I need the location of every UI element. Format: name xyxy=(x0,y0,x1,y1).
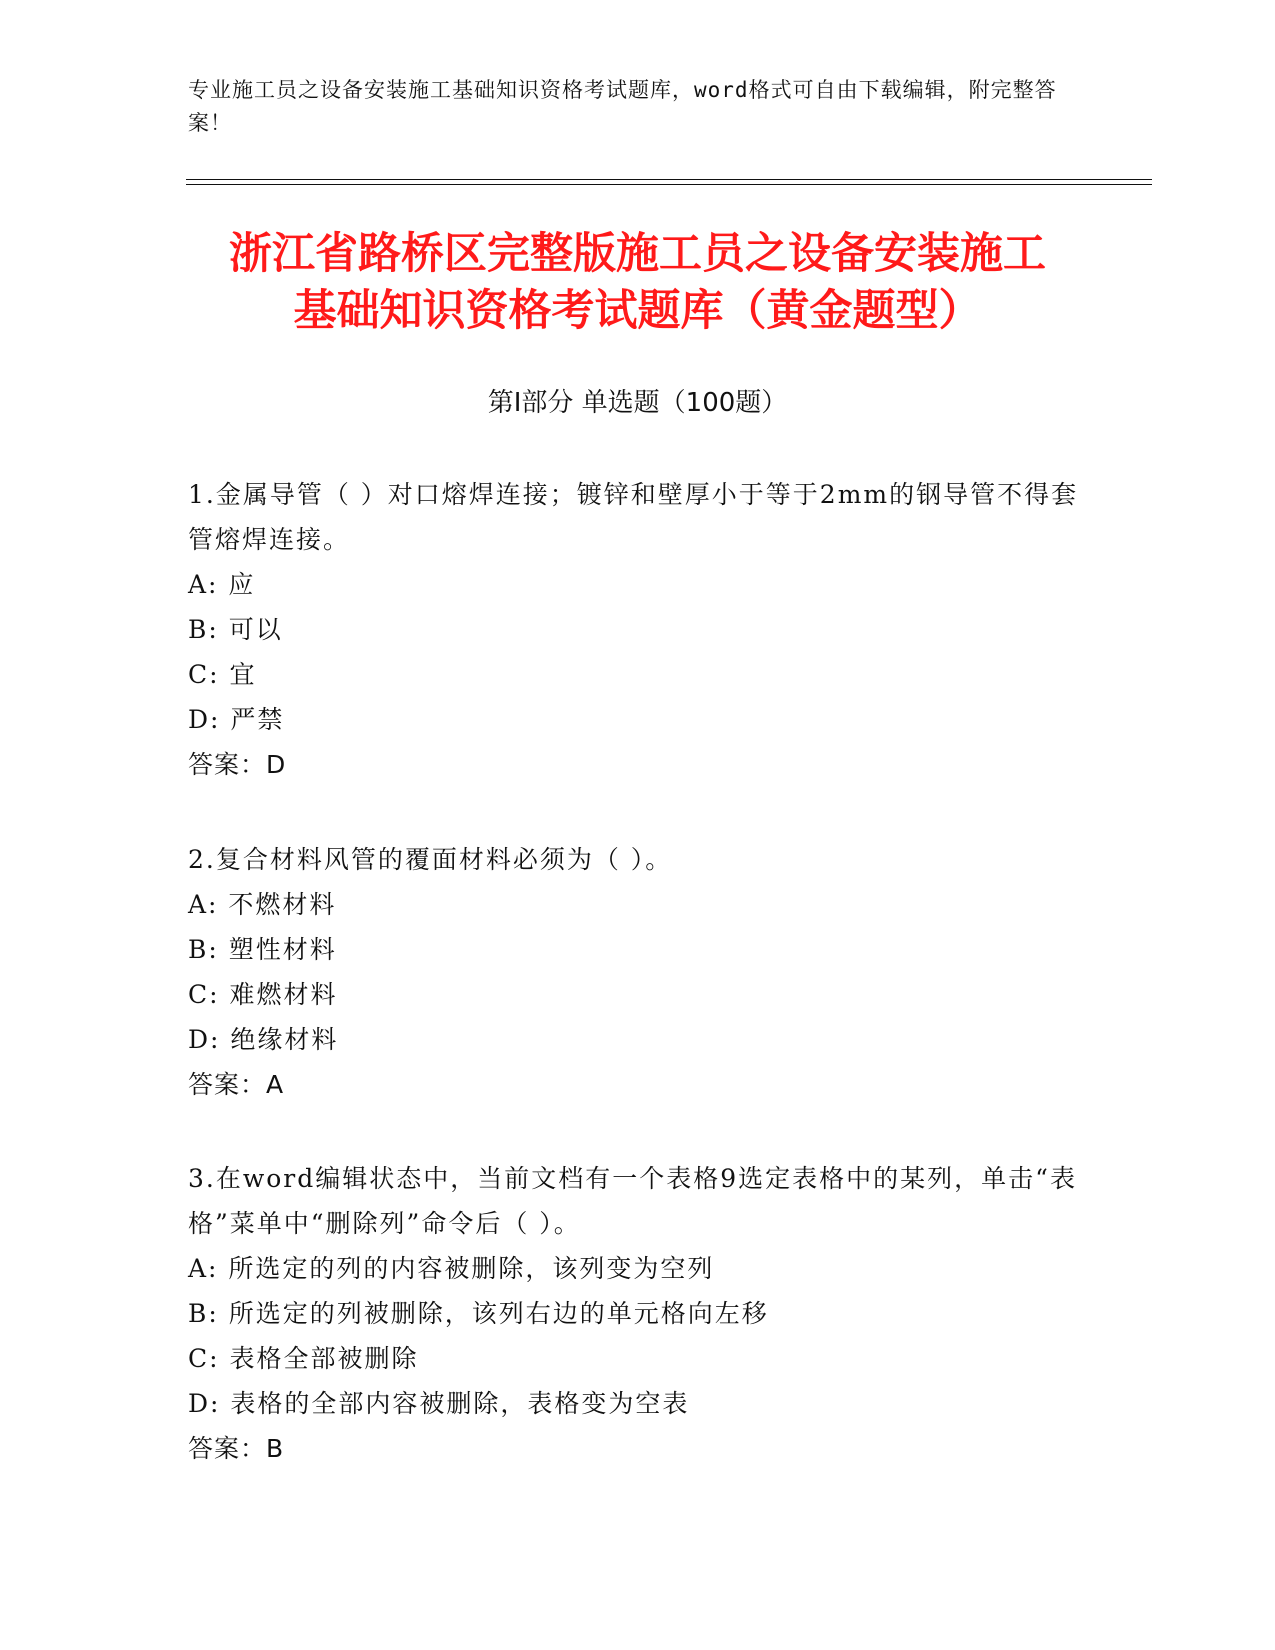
option-a: A: 所选定的列的内容被删除，该列变为空列 xyxy=(188,1254,715,1283)
answer-line: 答案：D xyxy=(188,750,287,779)
document-title xyxy=(150,226,1125,340)
question-stem: 1.金属导管（ ）对口熔焊连接；镀锌和壁厚小于等于2mm的钢导管不得套管熔焊连接。 xyxy=(188,480,1079,554)
option-c: C: 宜 xyxy=(188,660,257,689)
header-rule-top xyxy=(186,179,1152,180)
document-title-line-2: 基础知识资格考试题库（黄金题型） xyxy=(293,286,982,336)
option-b: B: 塑性材料 xyxy=(188,935,337,964)
option-b: B: 可以 xyxy=(188,615,283,644)
question-stem: 3.在word编辑状态中，当前文档有一个表格9选定表格中的某列，单击“表格”菜单中“删除列”命令后（ ）。 xyxy=(188,1164,1077,1238)
option-d: D: 严禁 xyxy=(188,705,285,734)
question-stem: 2.复合材料风管的覆面材料必须为（ ）。 xyxy=(188,845,673,874)
option-d: D: 绝缘材料 xyxy=(188,1025,339,1054)
option-a: A: 不燃材料 xyxy=(188,890,337,919)
header-note: 专业施工员之设备安装施工基础知识资格考试题库，word格式可自由下载编辑，附完整答案！ xyxy=(188,78,1057,135)
question-2 xyxy=(188,837,1088,1107)
option-b: B: 所选定的列被删除，该列右边的单元格向左移 xyxy=(188,1299,769,1328)
header-rule-bottom xyxy=(186,184,1152,185)
question-3 xyxy=(188,1156,1088,1471)
option-c: C: 难燃材料 xyxy=(188,980,338,1009)
option-d: D: 表格的全部内容被删除，表格变为空表 xyxy=(188,1389,690,1418)
document-title-line-1: 浙江省路桥区完整版施工员之设备安装施工 xyxy=(229,229,1046,279)
question-1 xyxy=(188,472,1088,787)
section-title: 第Ⅰ部分 单选题（100题） xyxy=(487,388,788,418)
answer-line: 答案：A xyxy=(188,1070,285,1099)
option-c: C: 表格全部被删除 xyxy=(188,1344,419,1373)
option-a: A: 应 xyxy=(188,570,256,599)
answer-line: 答案：B xyxy=(188,1434,285,1463)
